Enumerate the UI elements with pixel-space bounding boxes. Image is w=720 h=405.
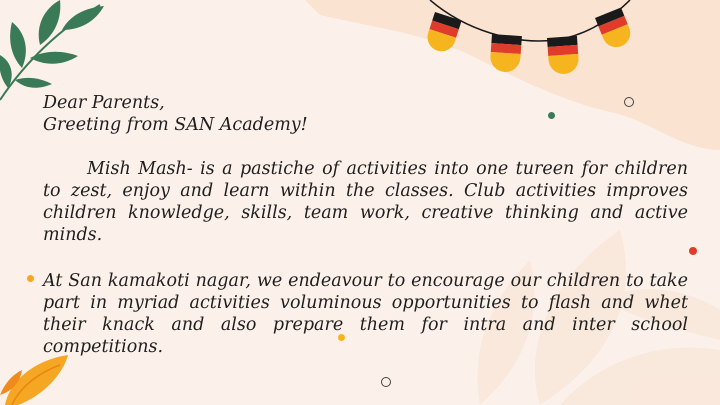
paragraph-mish-mash: Mish Mash- is a pastiche of activities into one tureen for children to zest, enjoy and learn within the classes. Club activities improves children knowledge, skills, team work, creative thinking and active minds. bbox=[43, 159, 688, 245]
orange-dot-icon bbox=[27, 275, 34, 282]
flag-garland-icon bbox=[425, 0, 635, 80]
greeting-line: Greeting from SAN Academy! bbox=[43, 115, 308, 135]
paragraph-activities: At San kamakoti nagar, we endeavour to encourage our children to take part in myriad activities voluminous opportunities to flash and whet their knack and also prepare them for intra and inter school competitions. bbox=[43, 271, 688, 357]
green-leaf-branch-icon bbox=[0, 0, 110, 105]
ring-dot-icon bbox=[381, 377, 391, 387]
red-dot-icon bbox=[689, 247, 697, 255]
salutation: Dear Parents, bbox=[43, 93, 165, 113]
letter-body bbox=[43, 92, 688, 358]
